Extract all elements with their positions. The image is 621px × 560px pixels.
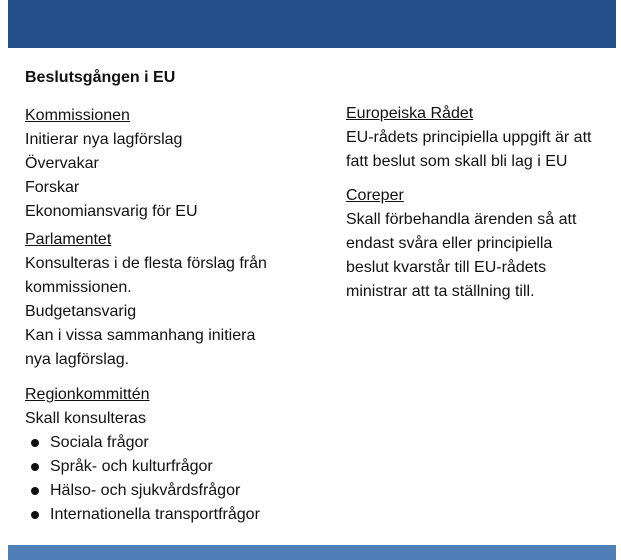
parlamentet-line: Konsulteras i de flesta förslag från [25, 255, 267, 272]
coreper-heading: Coreper [346, 187, 404, 204]
section-europeiska-radet [346, 102, 616, 174]
parlamentet-line: Budgetansvarig [25, 303, 137, 320]
footer-bar [8, 545, 616, 560]
list-item [25, 503, 325, 527]
parlamentet-line: Kan i vissa sammanhang initiera [25, 327, 256, 344]
bullet-icon [31, 511, 39, 519]
kommissionen-line: Ekonomiansvarig för EU [25, 203, 198, 220]
kommissionen-line: Övervakar [25, 155, 99, 172]
bullet-icon [31, 463, 39, 471]
list-item [25, 455, 325, 479]
europeiska-radet-line: fatt beslut som skall bli lag i EU [346, 153, 568, 170]
coreper-line: Skall förbehandla ärenden så att [346, 211, 577, 228]
list-item-label: Hälso- och sjukvårdsfrågor [50, 482, 241, 499]
section-coreper [346, 184, 616, 304]
parlamentet-heading: Parlamentet [25, 231, 112, 248]
kommissionen-line: Forskar [25, 179, 80, 196]
europeiska-radet-line: EU-rådets principiella uppgift är att [346, 129, 592, 146]
coreper-line: endast svåra eller principiella [346, 235, 553, 252]
header-bar [8, 0, 616, 48]
list-item-label: Internationella transportfrågor [50, 506, 260, 523]
section-regionkommitten [25, 383, 325, 527]
list-item [25, 431, 325, 455]
list-item [25, 479, 325, 503]
kommissionen-line: Initierar nya lagförslag [25, 131, 183, 148]
bullet-icon [31, 487, 39, 495]
list-item-label: Språk- och kulturfrågor [50, 458, 213, 475]
bullet-icon [31, 439, 39, 447]
section-kommissionen [25, 104, 325, 224]
kommissionen-heading: Kommissionen [25, 107, 130, 124]
list-item-label: Sociala frågor [50, 434, 149, 451]
parlamentet-line: kommissionen. [25, 279, 132, 296]
parlamentet-line: nya lagförslag. [25, 351, 130, 368]
section-parlamentet [25, 228, 325, 372]
coreper-line: ministrar att ta ställning till. [346, 283, 535, 300]
regionkommitten-heading: Regionkommittén [25, 386, 150, 403]
page-title: Beslutsgången i EU [25, 69, 176, 86]
regionkommitten-intro: Skall konsulteras [25, 410, 146, 427]
coreper-line: beslut kvarstår till EU-rådets [346, 259, 547, 276]
regionkommitten-bullet-list [25, 431, 325, 527]
europeiska-radet-heading: Europeiska Rådet [346, 105, 474, 122]
